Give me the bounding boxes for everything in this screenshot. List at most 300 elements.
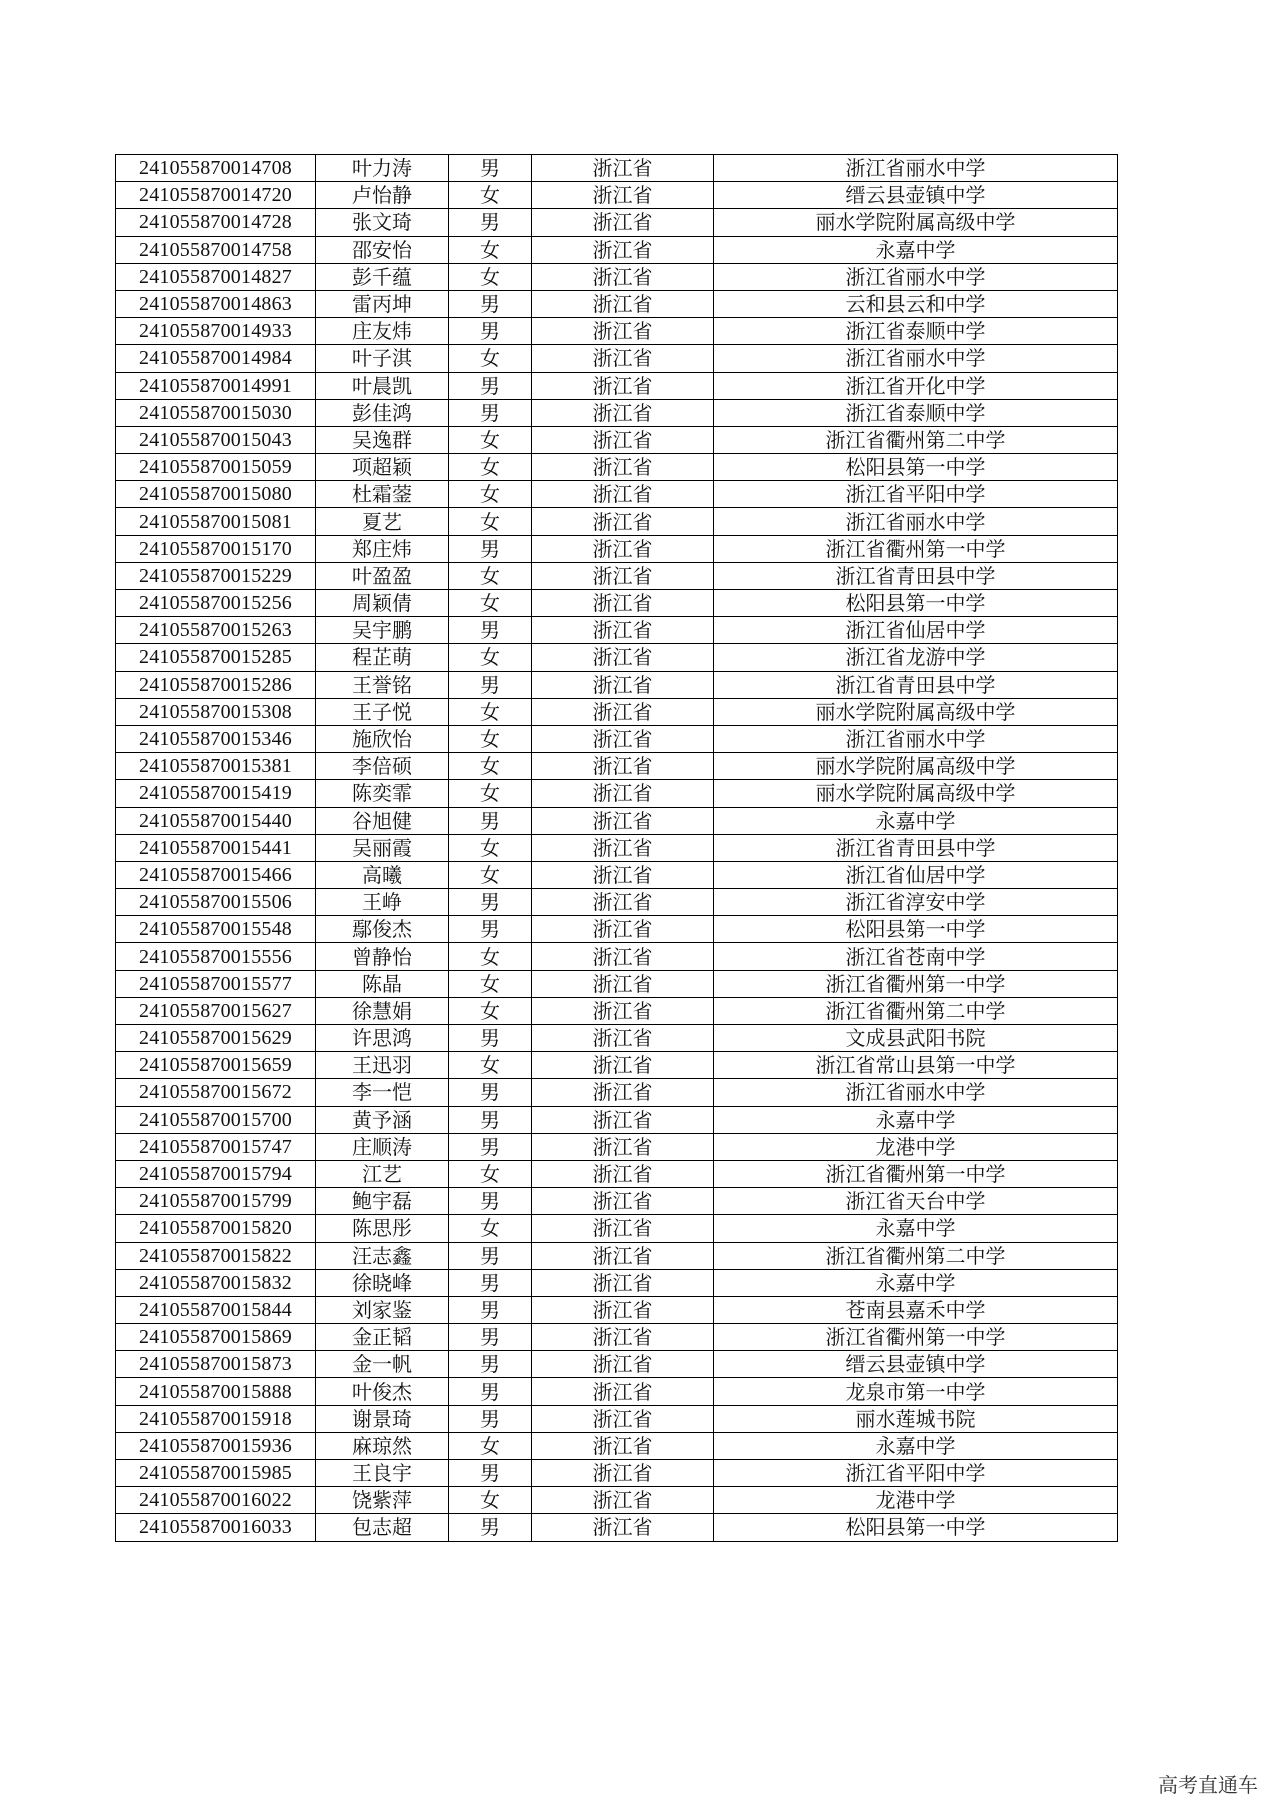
name-cell: 陈晶 <box>316 970 449 997</box>
school-cell: 松阳县第一中学 <box>714 916 1118 943</box>
table-row <box>116 481 1118 508</box>
school-cell: 浙江省丽水中学 <box>714 725 1118 752</box>
table-row <box>116 916 1118 943</box>
province-cell: 浙江省 <box>532 970 714 997</box>
name-cell: 金正韬 <box>316 1324 449 1351</box>
province-cell: 浙江省 <box>532 889 714 916</box>
province-cell: 浙江省 <box>532 1106 714 1133</box>
gender-cell: 女 <box>449 834 532 861</box>
gender-cell: 女 <box>449 182 532 209</box>
exam-id-cell: 241055870015059 <box>116 454 316 481</box>
gender-cell: 女 <box>449 943 532 970</box>
province-cell: 浙江省 <box>532 943 714 970</box>
gender-cell: 女 <box>449 644 532 671</box>
table-row <box>116 345 1118 372</box>
school-cell: 浙江省龙游中学 <box>714 644 1118 671</box>
table-row <box>116 1296 1118 1323</box>
name-cell: 金一帆 <box>316 1351 449 1378</box>
exam-id-cell: 241055870015747 <box>116 1133 316 1160</box>
province-cell: 浙江省 <box>532 1133 714 1160</box>
gender-cell: 男 <box>449 1188 532 1215</box>
gender-cell: 女 <box>449 1215 532 1242</box>
gender-cell: 男 <box>449 1269 532 1296</box>
school-cell: 浙江省平阳中学 <box>714 1460 1118 1487</box>
school-cell: 丽水莲城书院 <box>714 1405 1118 1432</box>
school-cell: 松阳县第一中学 <box>714 1514 1118 1541</box>
exam-id-cell: 241055870014991 <box>116 372 316 399</box>
exam-id-cell: 241055870015700 <box>116 1106 316 1133</box>
roster-table <box>115 154 1118 1542</box>
exam-id-cell: 241055870015799 <box>116 1188 316 1215</box>
province-cell: 浙江省 <box>532 753 714 780</box>
gender-cell: 男 <box>449 1025 532 1052</box>
gender-cell: 男 <box>449 535 532 562</box>
table-row <box>116 318 1118 345</box>
school-cell: 永嘉中学 <box>714 1215 1118 1242</box>
gender-cell: 女 <box>449 454 532 481</box>
gender-cell: 女 <box>449 236 532 263</box>
name-cell: 陈思彤 <box>316 1215 449 1242</box>
school-cell: 浙江省苍南中学 <box>714 943 1118 970</box>
name-cell: 谢景琦 <box>316 1405 449 1432</box>
exam-id-cell: 241055870014984 <box>116 345 316 372</box>
gender-cell: 女 <box>449 780 532 807</box>
table-row <box>116 1215 1118 1242</box>
province-cell: 浙江省 <box>532 399 714 426</box>
province-cell: 浙江省 <box>532 1405 714 1432</box>
province-cell: 浙江省 <box>532 698 714 725</box>
school-cell: 浙江省泰顺中学 <box>714 318 1118 345</box>
province-cell: 浙江省 <box>532 1269 714 1296</box>
table-row <box>116 1160 1118 1187</box>
name-cell: 江艺 <box>316 1160 449 1187</box>
province-cell: 浙江省 <box>532 454 714 481</box>
name-cell: 叶俊杰 <box>316 1378 449 1405</box>
school-cell: 文成县武阳书院 <box>714 1025 1118 1052</box>
gender-cell: 女 <box>449 1160 532 1187</box>
name-cell: 邵安怡 <box>316 236 449 263</box>
name-cell: 叶晨凯 <box>316 372 449 399</box>
province-cell: 浙江省 <box>532 508 714 535</box>
gender-cell: 女 <box>449 1052 532 1079</box>
gender-cell: 女 <box>449 590 532 617</box>
table-row <box>116 834 1118 861</box>
province-cell: 浙江省 <box>532 807 714 834</box>
gender-cell: 男 <box>449 889 532 916</box>
table-row <box>116 1106 1118 1133</box>
school-cell: 浙江省丽水中学 <box>714 1079 1118 1106</box>
province-cell: 浙江省 <box>532 155 714 182</box>
table-row <box>116 753 1118 780</box>
gender-cell: 男 <box>449 1296 532 1323</box>
school-cell: 浙江省丽水中学 <box>714 345 1118 372</box>
school-cell: 龙港中学 <box>714 1487 1118 1514</box>
province-cell: 浙江省 <box>532 263 714 290</box>
name-cell: 王峥 <box>316 889 449 916</box>
province-cell: 浙江省 <box>532 861 714 888</box>
exam-id-cell: 241055870015030 <box>116 399 316 426</box>
exam-id-cell: 241055870015629 <box>116 1025 316 1052</box>
name-cell: 叶力涛 <box>316 155 449 182</box>
gender-cell: 男 <box>449 671 532 698</box>
gender-cell: 女 <box>449 263 532 290</box>
table-row <box>116 997 1118 1024</box>
name-cell: 王誉铭 <box>316 671 449 698</box>
school-cell: 浙江省青田县中学 <box>714 671 1118 698</box>
table-row <box>116 780 1118 807</box>
province-cell: 浙江省 <box>532 997 714 1024</box>
exam-id-cell: 241055870015285 <box>116 644 316 671</box>
school-cell: 浙江省常山县第一中学 <box>714 1052 1118 1079</box>
exam-id-cell: 241055870015548 <box>116 916 316 943</box>
school-cell: 永嘉中学 <box>714 236 1118 263</box>
province-cell: 浙江省 <box>532 590 714 617</box>
exam-id-cell: 241055870015918 <box>116 1405 316 1432</box>
name-cell: 吴丽霞 <box>316 834 449 861</box>
table-row <box>116 290 1118 317</box>
name-cell: 程芷萌 <box>316 644 449 671</box>
province-cell: 浙江省 <box>532 834 714 861</box>
roster-body <box>116 155 1118 1542</box>
province-cell: 浙江省 <box>532 182 714 209</box>
school-cell: 浙江省青田县中学 <box>714 834 1118 861</box>
province-cell: 浙江省 <box>532 1432 714 1459</box>
exam-id-cell: 241055870015888 <box>116 1378 316 1405</box>
school-cell: 浙江省衢州第二中学 <box>714 426 1118 453</box>
gender-cell: 男 <box>449 1514 532 1541</box>
school-cell: 苍南县嘉禾中学 <box>714 1296 1118 1323</box>
name-cell: 王子悦 <box>316 698 449 725</box>
name-cell: 李一恺 <box>316 1079 449 1106</box>
name-cell: 高曦 <box>316 861 449 888</box>
gender-cell: 女 <box>449 562 532 589</box>
table-row <box>116 889 1118 916</box>
school-cell: 浙江省衢州第一中学 <box>714 535 1118 562</box>
school-cell: 浙江省衢州第一中学 <box>714 970 1118 997</box>
table-row <box>116 1351 1118 1378</box>
exam-id-cell: 241055870015659 <box>116 1052 316 1079</box>
exam-id-cell: 241055870015286 <box>116 671 316 698</box>
name-cell: 庄顺涛 <box>316 1133 449 1160</box>
school-cell: 缙云县壶镇中学 <box>714 182 1118 209</box>
name-cell: 徐慧娟 <box>316 997 449 1024</box>
name-cell: 彭佳鸿 <box>316 399 449 426</box>
gender-cell: 女 <box>449 426 532 453</box>
province-cell: 浙江省 <box>532 562 714 589</box>
province-cell: 浙江省 <box>532 671 714 698</box>
table-row <box>116 698 1118 725</box>
table-row <box>116 1324 1118 1351</box>
table-row <box>116 236 1118 263</box>
school-cell: 松阳县第一中学 <box>714 454 1118 481</box>
province-cell: 浙江省 <box>532 1188 714 1215</box>
exam-id-cell: 241055870015080 <box>116 481 316 508</box>
gender-cell: 男 <box>449 1460 532 1487</box>
name-cell: 李倍硕 <box>316 753 449 780</box>
exam-id-cell: 241055870014708 <box>116 155 316 182</box>
exam-id-cell: 241055870015308 <box>116 698 316 725</box>
school-cell: 浙江省衢州第一中学 <box>714 1160 1118 1187</box>
school-cell: 云和县云和中学 <box>714 290 1118 317</box>
table-row <box>116 617 1118 644</box>
table-row <box>116 1188 1118 1215</box>
province-cell: 浙江省 <box>532 1079 714 1106</box>
table-row <box>116 155 1118 182</box>
school-cell: 永嘉中学 <box>714 807 1118 834</box>
gender-cell: 男 <box>449 1242 532 1269</box>
table-row <box>116 454 1118 481</box>
table-row <box>116 1378 1118 1405</box>
table-row <box>116 426 1118 453</box>
school-cell: 浙江省平阳中学 <box>714 481 1118 508</box>
gender-cell: 女 <box>449 861 532 888</box>
school-cell: 龙泉市第一中学 <box>714 1378 1118 1405</box>
gender-cell: 男 <box>449 209 532 236</box>
exam-id-cell: 241055870015263 <box>116 617 316 644</box>
province-cell: 浙江省 <box>532 318 714 345</box>
gender-cell: 女 <box>449 1487 532 1514</box>
name-cell: 张文琦 <box>316 209 449 236</box>
province-cell: 浙江省 <box>532 535 714 562</box>
name-cell: 徐晓峰 <box>316 1269 449 1296</box>
school-cell: 龙港中学 <box>714 1133 1118 1160</box>
exam-id-cell: 241055870015873 <box>116 1351 316 1378</box>
name-cell: 庄友炜 <box>316 318 449 345</box>
gender-cell: 女 <box>449 970 532 997</box>
exam-id-cell: 241055870015256 <box>116 590 316 617</box>
gender-cell: 女 <box>449 698 532 725</box>
school-cell: 浙江省衢州第二中学 <box>714 997 1118 1024</box>
province-cell: 浙江省 <box>532 725 714 752</box>
exam-id-cell: 241055870015346 <box>116 725 316 752</box>
gender-cell: 男 <box>449 1378 532 1405</box>
school-cell: 丽水学院附属高级中学 <box>714 209 1118 236</box>
exam-id-cell: 241055870015556 <box>116 943 316 970</box>
table-row <box>116 943 1118 970</box>
name-cell: 吴逸群 <box>316 426 449 453</box>
table-row <box>116 1514 1118 1541</box>
school-cell: 丽水学院附属高级中学 <box>714 780 1118 807</box>
name-cell: 鄢俊杰 <box>316 916 449 943</box>
gender-cell: 女 <box>449 508 532 535</box>
province-cell: 浙江省 <box>532 236 714 263</box>
name-cell: 施欣怡 <box>316 725 449 752</box>
province-cell: 浙江省 <box>532 426 714 453</box>
province-cell: 浙江省 <box>532 1460 714 1487</box>
table-row <box>116 1487 1118 1514</box>
gender-cell: 女 <box>449 725 532 752</box>
exam-id-cell: 241055870015440 <box>116 807 316 834</box>
table-row <box>116 562 1118 589</box>
table-row <box>116 671 1118 698</box>
name-cell: 许思鸿 <box>316 1025 449 1052</box>
exam-id-cell: 241055870016022 <box>116 1487 316 1514</box>
exam-id-cell: 241055870014933 <box>116 318 316 345</box>
province-cell: 浙江省 <box>532 1324 714 1351</box>
name-cell: 刘家鉴 <box>316 1296 449 1323</box>
gender-cell: 女 <box>449 753 532 780</box>
name-cell: 夏艺 <box>316 508 449 535</box>
exam-id-cell: 241055870015081 <box>116 508 316 535</box>
school-cell: 浙江省开化中学 <box>714 372 1118 399</box>
name-cell: 麻琼然 <box>316 1432 449 1459</box>
table-row <box>116 209 1118 236</box>
exam-id-cell: 241055870014728 <box>116 209 316 236</box>
gender-cell: 女 <box>449 1432 532 1459</box>
gender-cell: 男 <box>449 1351 532 1378</box>
gender-cell: 男 <box>449 916 532 943</box>
gender-cell: 女 <box>449 481 532 508</box>
province-cell: 浙江省 <box>532 1025 714 1052</box>
province-cell: 浙江省 <box>532 372 714 399</box>
school-cell: 浙江省丽水中学 <box>714 508 1118 535</box>
school-cell: 浙江省青田县中学 <box>714 562 1118 589</box>
table-row <box>116 1025 1118 1052</box>
exam-id-cell: 241055870015822 <box>116 1242 316 1269</box>
school-cell: 永嘉中学 <box>714 1432 1118 1459</box>
exam-id-cell: 241055870015820 <box>116 1215 316 1242</box>
table-row <box>116 1133 1118 1160</box>
name-cell: 叶盈盈 <box>316 562 449 589</box>
province-cell: 浙江省 <box>532 1378 714 1405</box>
province-cell: 浙江省 <box>532 345 714 372</box>
exam-id-cell: 241055870015506 <box>116 889 316 916</box>
table-row <box>116 1269 1118 1296</box>
table-row <box>116 535 1118 562</box>
name-cell: 项超颖 <box>316 454 449 481</box>
school-cell: 浙江省衢州第二中学 <box>714 1242 1118 1269</box>
school-cell: 浙江省天台中学 <box>714 1188 1118 1215</box>
name-cell: 曾静怡 <box>316 943 449 970</box>
school-cell: 浙江省仙居中学 <box>714 861 1118 888</box>
province-cell: 浙江省 <box>532 780 714 807</box>
province-cell: 浙江省 <box>532 481 714 508</box>
province-cell: 浙江省 <box>532 1514 714 1541</box>
exam-id-cell: 241055870015381 <box>116 753 316 780</box>
province-cell: 浙江省 <box>532 617 714 644</box>
name-cell: 陈奕霏 <box>316 780 449 807</box>
gender-cell: 男 <box>449 1133 532 1160</box>
gender-cell: 男 <box>449 1106 532 1133</box>
name-cell: 鲍宇磊 <box>316 1188 449 1215</box>
province-cell: 浙江省 <box>532 209 714 236</box>
school-cell: 丽水学院附属高级中学 <box>714 753 1118 780</box>
school-cell: 丽水学院附属高级中学 <box>714 698 1118 725</box>
gender-cell: 男 <box>449 290 532 317</box>
gender-cell: 男 <box>449 617 532 644</box>
gender-cell: 男 <box>449 1324 532 1351</box>
name-cell: 周颖倩 <box>316 590 449 617</box>
province-cell: 浙江省 <box>532 1242 714 1269</box>
school-cell: 缙云县壶镇中学 <box>714 1351 1118 1378</box>
table-row <box>116 263 1118 290</box>
school-cell: 浙江省丽水中学 <box>714 263 1118 290</box>
table-row <box>116 644 1118 671</box>
name-cell: 彭千蕴 <box>316 263 449 290</box>
table-row <box>116 182 1118 209</box>
province-cell: 浙江省 <box>532 1487 714 1514</box>
name-cell: 饶紫萍 <box>316 1487 449 1514</box>
exam-id-cell: 241055870016033 <box>116 1514 316 1541</box>
school-cell: 浙江省泰顺中学 <box>714 399 1118 426</box>
table-row <box>116 861 1118 888</box>
exam-id-cell: 241055870014827 <box>116 263 316 290</box>
name-cell: 雷丙坤 <box>316 290 449 317</box>
school-cell: 浙江省丽水中学 <box>714 155 1118 182</box>
gender-cell: 男 <box>449 807 532 834</box>
name-cell: 谷旭健 <box>316 807 449 834</box>
province-cell: 浙江省 <box>532 1215 714 1242</box>
gender-cell: 男 <box>449 1079 532 1106</box>
school-cell: 浙江省淳安中学 <box>714 889 1118 916</box>
exam-id-cell: 241055870015229 <box>116 562 316 589</box>
table-row <box>116 807 1118 834</box>
exam-id-cell: 241055870015419 <box>116 780 316 807</box>
province-cell: 浙江省 <box>532 1351 714 1378</box>
name-cell: 包志超 <box>316 1514 449 1541</box>
table-row <box>116 1405 1118 1432</box>
name-cell: 郑庄炜 <box>316 535 449 562</box>
school-cell: 浙江省衢州第一中学 <box>714 1324 1118 1351</box>
exam-id-cell: 241055870015627 <box>116 997 316 1024</box>
table-row <box>116 372 1118 399</box>
name-cell: 杜霜蓥 <box>316 481 449 508</box>
province-cell: 浙江省 <box>532 290 714 317</box>
table-row <box>116 1079 1118 1106</box>
province-cell: 浙江省 <box>532 1296 714 1323</box>
exam-id-cell: 241055870014863 <box>116 290 316 317</box>
exam-id-cell: 241055870015869 <box>116 1324 316 1351</box>
name-cell: 汪志鑫 <box>316 1242 449 1269</box>
name-cell: 叶子淇 <box>316 345 449 372</box>
exam-id-cell: 241055870015672 <box>116 1079 316 1106</box>
province-cell: 浙江省 <box>532 916 714 943</box>
name-cell: 吴宇鹏 <box>316 617 449 644</box>
exam-id-cell: 241055870015170 <box>116 535 316 562</box>
gender-cell: 女 <box>449 345 532 372</box>
exam-id-cell: 241055870015832 <box>116 1269 316 1296</box>
table-row <box>116 399 1118 426</box>
province-cell: 浙江省 <box>532 644 714 671</box>
exam-id-cell: 241055870015577 <box>116 970 316 997</box>
name-cell: 黄予涵 <box>316 1106 449 1133</box>
exam-id-cell: 241055870015466 <box>116 861 316 888</box>
exam-id-cell: 241055870015043 <box>116 426 316 453</box>
exam-id-cell: 241055870015936 <box>116 1432 316 1459</box>
province-cell: 浙江省 <box>532 1052 714 1079</box>
exam-id-cell: 241055870014720 <box>116 182 316 209</box>
province-cell: 浙江省 <box>532 1160 714 1187</box>
name-cell: 王迅羽 <box>316 1052 449 1079</box>
school-cell: 松阳县第一中学 <box>714 590 1118 617</box>
exam-id-cell: 241055870015794 <box>116 1160 316 1187</box>
name-cell: 卢怡静 <box>316 182 449 209</box>
table-row <box>116 725 1118 752</box>
watermark: 高考直通车 <box>1158 1773 1258 1797</box>
school-cell: 浙江省仙居中学 <box>714 617 1118 644</box>
table-row <box>116 970 1118 997</box>
gender-cell: 女 <box>449 997 532 1024</box>
exam-id-cell: 241055870014758 <box>116 236 316 263</box>
gender-cell: 男 <box>449 372 532 399</box>
table-row <box>116 1052 1118 1079</box>
school-cell: 永嘉中学 <box>714 1106 1118 1133</box>
gender-cell: 男 <box>449 1405 532 1432</box>
name-cell: 王良宇 <box>316 1460 449 1487</box>
exam-id-cell: 241055870015844 <box>116 1296 316 1323</box>
table-row <box>116 590 1118 617</box>
gender-cell: 男 <box>449 399 532 426</box>
